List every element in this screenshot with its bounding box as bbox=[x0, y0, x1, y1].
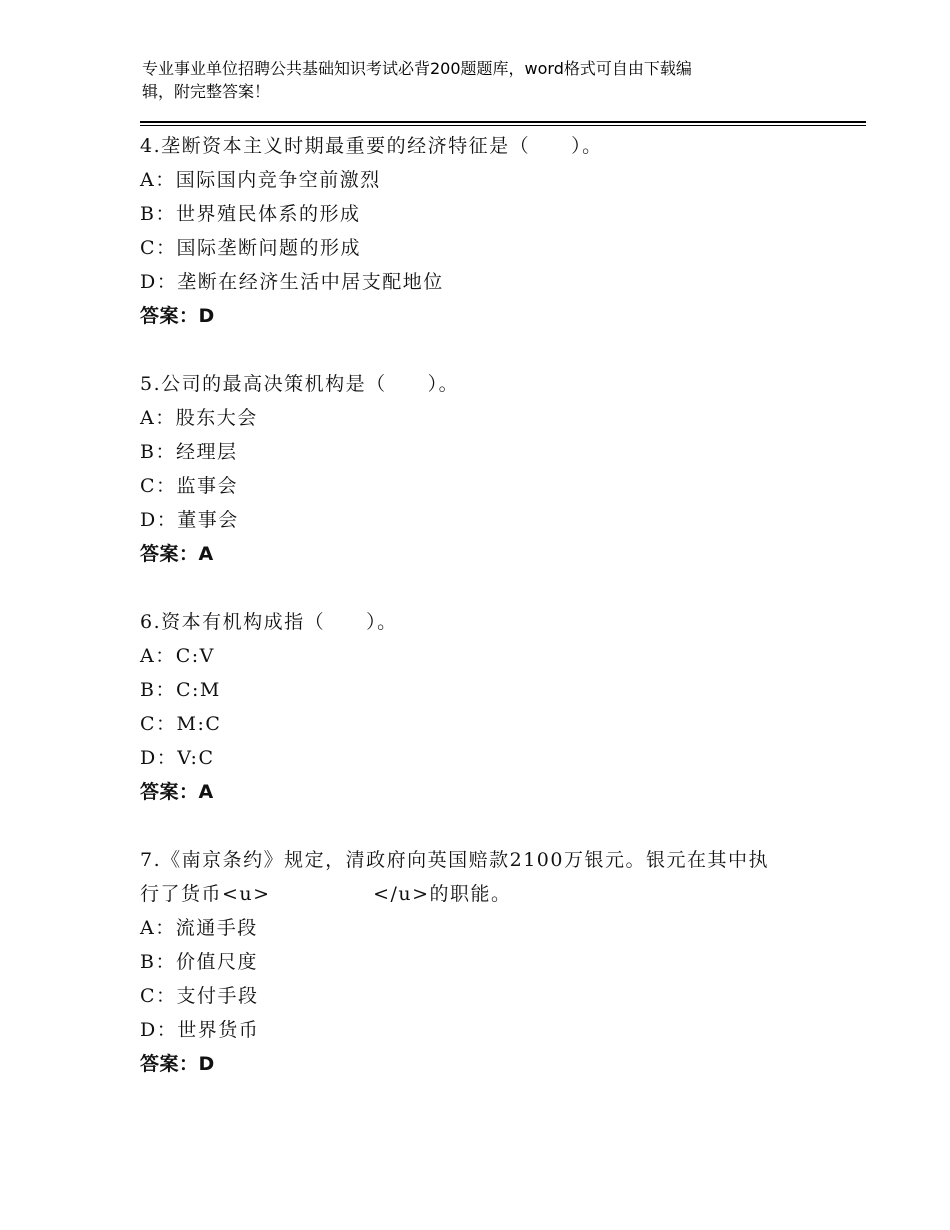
header-line-1: 专业事业单位招聘公共基础知识考试必背200题题库，word格式可自由下载编 bbox=[142, 59, 692, 78]
question-block bbox=[140, 129, 830, 333]
question-block bbox=[140, 367, 830, 571]
option-b: B：经理层 bbox=[140, 441, 238, 463]
answer-line: 答案：D bbox=[140, 305, 215, 327]
page-header bbox=[142, 57, 802, 103]
option-a: A：股东大会 bbox=[140, 407, 258, 429]
option-b: B：价值尺度 bbox=[140, 951, 258, 973]
option-d: D：世界货币 bbox=[140, 1019, 260, 1041]
answer-line: 答案：D bbox=[140, 1053, 215, 1075]
question-stem: 6.资本有机构成指（ ）。 bbox=[140, 611, 398, 633]
option-c: C：监事会 bbox=[140, 475, 239, 497]
question-stem: 4.垄断资本主义时期最重要的经济特征是（ ）。 bbox=[140, 135, 603, 157]
option-a: A：C:V bbox=[140, 645, 215, 667]
option-a: A：流通手段 bbox=[140, 917, 258, 939]
header-line-2: 辑，附完整答案！ bbox=[142, 82, 271, 101]
option-b: B：C:M bbox=[140, 679, 221, 701]
option-d: D：董事会 bbox=[140, 509, 239, 531]
answer-line: 答案：A bbox=[140, 781, 214, 803]
question-stem-line-1: 7.《南京条约》规定，清政府向英国赔款2100万银元。银元在其中执 bbox=[140, 849, 769, 871]
question-list bbox=[140, 129, 830, 1081]
header-divider-thick bbox=[140, 121, 866, 123]
option-c: C：支付手段 bbox=[140, 985, 259, 1007]
header-divider-thin bbox=[140, 125, 866, 126]
option-d: D：垄断在经济生活中居支配地位 bbox=[140, 271, 444, 293]
question-stem-line-2: 行了货币<u> </u>的职能。 bbox=[140, 883, 512, 905]
question-block bbox=[140, 605, 830, 809]
question-stem: 5.公司的最高决策机构是（ ）。 bbox=[140, 373, 460, 395]
option-c: C：M:C bbox=[140, 713, 222, 735]
option-c: C：国际垄断问题的形成 bbox=[140, 237, 362, 259]
option-d: D：V:C bbox=[140, 747, 215, 769]
answer-line: 答案：A bbox=[140, 543, 214, 565]
option-a: A：国际国内竞争空前激烈 bbox=[140, 169, 381, 191]
question-block bbox=[140, 843, 830, 1081]
option-b: B：世界殖民体系的形成 bbox=[140, 203, 361, 225]
